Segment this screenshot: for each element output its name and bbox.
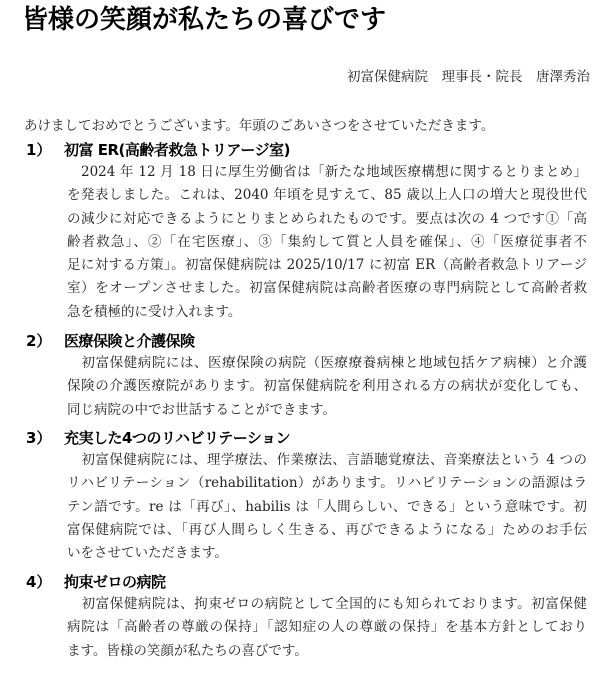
body-line: 初富保健病院には、医療保険の病院（医療療養病棟と地域包括ケア病棟）と介護 <box>81 355 587 371</box>
section-body <box>67 593 587 663</box>
section-title: 拘束ゼロの病院 <box>64 573 166 591</box>
section-number: 4） <box>26 573 52 591</box>
section-body <box>67 352 587 422</box>
body-line: 室）をオープンさせました。初富保健病院は高齢者医療の専門病院として高齢者救 <box>67 280 587 297</box>
body-line: 病院は「高齢者の尊厳の保持」「認知症の人の尊厳の保持」を基本方針としており <box>67 619 587 636</box>
body-line: 初富保健病院には、理学療法、作業療法、言語聴覚療法、音楽療法という 4 つの <box>81 452 587 468</box>
body-line: 保険の介護医療院があります。初富保健病院を利用される方の病状が変化しても、 <box>67 378 587 395</box>
section-number: 2） <box>26 332 52 350</box>
body-line: テン語です。re は「再び」、habilis は「人間らしい、できる」という意味です。初 <box>67 498 587 515</box>
section-title: 医療保険と介護保険 <box>64 332 195 350</box>
section-number: 1） <box>26 141 52 159</box>
body-line: 初富保健病院は、拘束ゼロの病院として全国的にも知られております。初富保健 <box>81 596 587 612</box>
body-line: 同じ病院の中でお世話することができます。 <box>67 401 336 418</box>
body-line: いをさせていただきます。 <box>67 545 228 562</box>
section-body <box>67 161 587 324</box>
section-3 <box>0 427 614 565</box>
page-title: 皆様の笑顔が私たちの喜びです <box>22 5 387 35</box>
section-heading <box>0 139 614 161</box>
body-line: 齢者救急」、②「在宅医療」、③「集約して質と人員を確保」、④「医療従事者不 <box>67 233 587 250</box>
body-line: 2024 年 12 月 18 日に厚生労働省は「新たな地域医療構想に関するとりまとめ」 <box>81 164 587 180</box>
body-line: を発表しました。これは、2040 年頃を見すえて、85 歳以上人口の増大と現役世代 <box>67 187 587 204</box>
section-heading <box>0 427 614 449</box>
section-4 <box>0 571 614 663</box>
body-line: リハビリテーション（rehabilitation）があります。リハビリテーションの語源はラ <box>67 475 587 492</box>
body-line: の減少に対応できるようにとりまとめられたものです。要点は次の 4 つです①「高 <box>67 210 587 227</box>
body-line: 急を積極的に受け入れます。 <box>67 303 242 320</box>
body-line: ます。皆様の笑顔が私たちの喜びです。 <box>67 642 308 659</box>
body-line: 足に対する方策」。初富保健病院は 2025/10/17 に初富 ER（高齢者救急トリアージ <box>67 257 587 274</box>
author-line: 初富保健病院 理事長・院長 唐澤秀治 <box>347 69 590 85</box>
section-1 <box>0 139 614 324</box>
section-title: 初富 ER(高齢者救急トリアージ室) <box>64 141 290 159</box>
greeting-paragraph: あけましておめでとうございます。年頭のごあいさつをさせていただきます。 <box>24 118 495 134</box>
section-title: 充実した4つのリハビリテーション <box>64 429 291 447</box>
section-2 <box>0 330 614 422</box>
section-body <box>67 449 587 565</box>
body-line: 富保健病院では、「再び人間らしく生きる、再びできるようになる」ためのお手伝 <box>67 521 587 538</box>
section-heading <box>0 330 614 352</box>
section-number: 3） <box>26 429 52 447</box>
section-heading <box>0 571 614 593</box>
